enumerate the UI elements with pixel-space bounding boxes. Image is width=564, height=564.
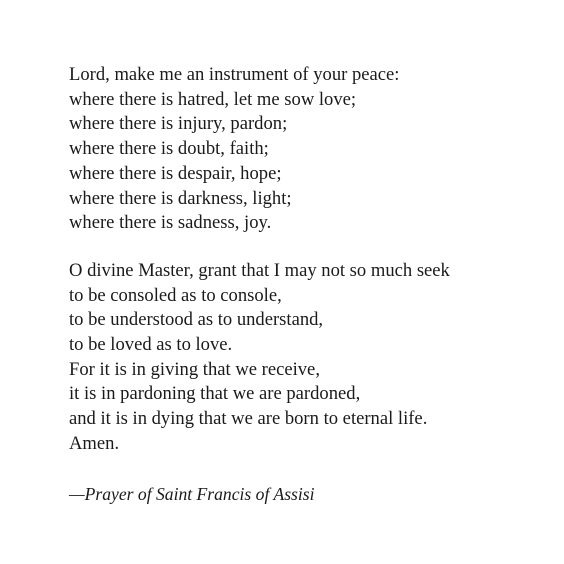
poem-line: where there is hatred, let me sow love; bbox=[69, 88, 357, 110]
poem-line: Lord, make me an instrument of your peace: bbox=[69, 64, 400, 85]
poem-line: O divine Master, grant that I may not so much seek bbox=[69, 259, 450, 281]
poem-line: where there is sadness, joy. bbox=[69, 212, 272, 234]
poem-line: to be understood as to understand, bbox=[69, 309, 324, 331]
attribution: —Prayer of Saint Francis of Assisi bbox=[69, 484, 315, 504]
poem-line: it is in pardoning that we are pardoned, bbox=[69, 383, 361, 405]
poem-line: to be consoled as to console, bbox=[69, 284, 282, 306]
poem-line: where there is injury, pardon; bbox=[69, 113, 288, 135]
stanza-2 bbox=[69, 259, 549, 457]
poem-line: where there is darkness, light; bbox=[69, 187, 292, 209]
poem-line: to be loved as to love. bbox=[69, 334, 233, 356]
poem-line: where there is despair, hope; bbox=[69, 162, 282, 184]
poem-line: where there is doubt, faith; bbox=[69, 138, 269, 160]
poem-line: Amen. bbox=[69, 432, 120, 454]
poem-line: and it is in dying that we are born to eternal life. bbox=[69, 408, 428, 430]
stanza-1 bbox=[69, 63, 549, 236]
poem-text bbox=[69, 63, 549, 457]
stanza-spacer bbox=[69, 236, 549, 259]
poem-line: For it is in giving that we receive, bbox=[69, 358, 320, 380]
